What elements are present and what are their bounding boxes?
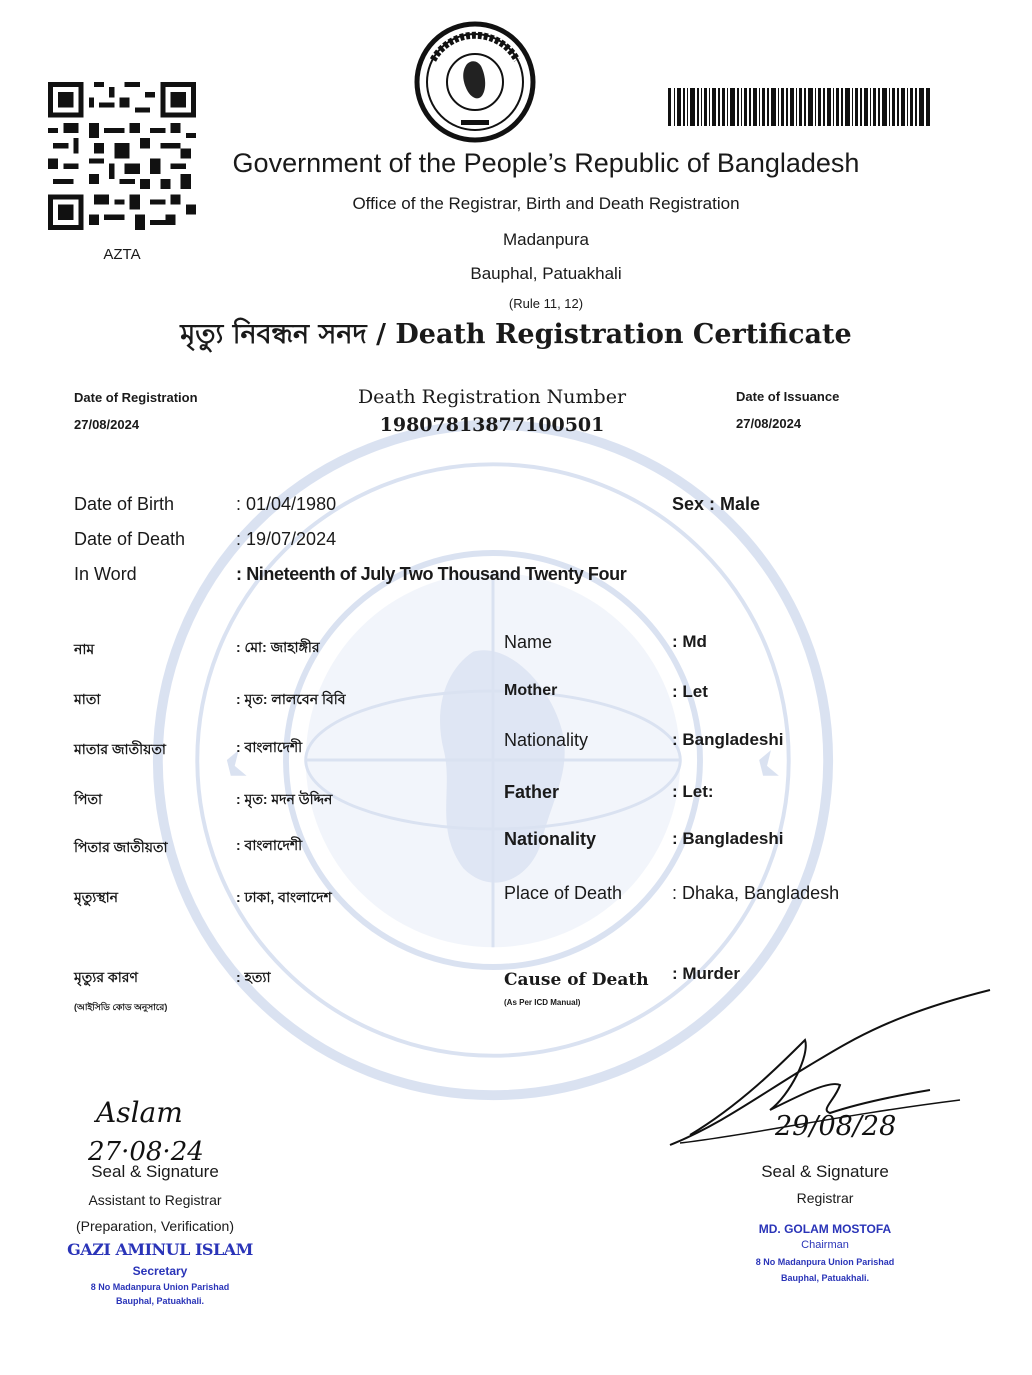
bn-cause-label: মৃত্যুর কারণ — [74, 969, 138, 985]
father-value: : Let: — [672, 782, 714, 801]
cause-of-death-label: Cause of Death — [504, 970, 649, 990]
assistant-role-note: (Preparation, Verification) — [76, 1218, 234, 1234]
registrar-stamp-name: MD. GOLAM MOSTOFA — [758, 1222, 892, 1236]
bn-father-label: পিতা — [74, 791, 103, 807]
bn-mother-value: : মৃত: লালবেন বিবি — [236, 691, 346, 707]
place-of-death-value: : Dhaka, Bangladesh — [672, 883, 840, 903]
registration-date-value: 27/08/2024 — [74, 417, 140, 432]
government-seal-icon — [413, 20, 537, 144]
sex-value: Sex : Male — [672, 494, 761, 514]
location-name: Bauphal, Patuakhali — [470, 264, 622, 283]
bn-name-label: নাম — [74, 641, 95, 657]
office-title: Office of the Registrar, Birth and Death Registration — [352, 194, 740, 213]
cause-of-death-value: : Murder — [672, 964, 740, 983]
issuance-date-label: Date of Issuance — [736, 389, 840, 404]
registrar-role: Registrar — [796, 1190, 854, 1206]
qr-caption: AZTA — [103, 246, 141, 263]
bn-father-value: : মৃত: মদন উদ্দিন — [236, 791, 333, 807]
birth-date-label: Date of Birth — [74, 494, 175, 514]
place-of-death-label: Place of Death — [504, 883, 623, 903]
death-date-label: Date of Death — [74, 529, 186, 549]
assistant-stamp-line2: Bauphal, Patuakhali. — [115, 1296, 205, 1306]
assistant-handwritten-date: 27·08·24 — [88, 1137, 204, 1167]
bn-cause-value: : হত্যা — [236, 969, 271, 985]
assistant-stamp-name: GAZI AMINUL ISLAM — [67, 1240, 253, 1259]
assistant-stamp-title: Secretary — [132, 1264, 188, 1278]
mother-value: : Let — [672, 682, 708, 701]
mother-nationality-label: Nationality — [504, 730, 589, 750]
name-value: : Md — [672, 632, 707, 651]
registrar-stamp-line1: 8 No Madanpura Union Parishad — [755, 1257, 895, 1267]
father-label: Father — [504, 782, 560, 802]
registrar-stamp-line2: Bauphal, Patuakhali. — [780, 1273, 870, 1283]
cause-of-death-note: (As Per ICD Manual) — [504, 998, 581, 1007]
registrar-handwritten-date: 29/08/28 — [775, 1111, 897, 1142]
government-title: Government of the People’s Republic of Bangladesh — [232, 148, 860, 178]
father-nationality-label: Nationality — [504, 829, 597, 849]
assistant-handwritten-name: Aslam — [96, 1096, 183, 1129]
registration-number-label: Death Registration Number — [357, 386, 627, 408]
assistant-seal-title: Seal & Signature — [91, 1162, 219, 1181]
title-separator: / — [366, 319, 396, 350]
bn-name-value: : মো: জাহাঙ্গীর — [236, 639, 320, 655]
registration-date-label: Date of Registration — [74, 390, 198, 405]
certificate-title — [0, 314, 1032, 359]
bn-mother-label: মাতা — [74, 691, 101, 707]
bn-place-label: মৃত্যুস্থান — [74, 889, 119, 905]
union-name: Madanpura — [502, 230, 589, 249]
bn-place-value: : ঢাকা, বাংলাদেশ — [236, 889, 332, 905]
certificate-title-bn: মৃত্যু নিবন্ধন সনদ — [180, 319, 367, 350]
registrar-seal-title: Seal & Signature — [761, 1162, 889, 1181]
assistant-stamp-line1: 8 No Madanpura Union Parishad — [90, 1282, 230, 1292]
certificate-title-en: Death Registration Certificate — [395, 319, 852, 350]
mother-label: Mother — [504, 682, 558, 699]
barcode — [668, 88, 930, 126]
bn-cause-note: (আইসিডি কোড অনুসারে) — [74, 1002, 168, 1012]
in-word-label: In Word — [74, 564, 137, 584]
bn-mother-nationality-label: মাতার জাতীয়তা — [74, 741, 166, 757]
name-label: Name — [504, 632, 553, 652]
registrar-stamp-title: Chairman — [801, 1239, 849, 1251]
assistant-role: Assistant to Registrar — [88, 1192, 222, 1208]
bn-father-nationality-value: : বাংলাদেশী — [236, 837, 303, 853]
bn-father-nationality-label: পিতার জাতীয়তা — [74, 839, 168, 855]
in-word-value: : Nineteenth of July Two Thousand Twenty Four — [236, 564, 627, 584]
birth-date-value: : 01/04/1980 — [236, 494, 337, 514]
father-nationality-value: : Bangladeshi — [672, 829, 784, 848]
death-date-value: : 19/07/2024 — [236, 529, 337, 549]
issuance-date-value: 27/08/2024 — [736, 416, 802, 431]
rule-reference: (Rule 11, 12) — [508, 296, 584, 311]
mother-nationality-value: : Bangladeshi — [672, 730, 784, 749]
registration-number-value: 19807813877100501 — [379, 414, 605, 436]
bn-mother-nationality-value: : বাংলাদেশী — [236, 739, 303, 755]
registrar-handwritten-signature — [660, 985, 1005, 1160]
